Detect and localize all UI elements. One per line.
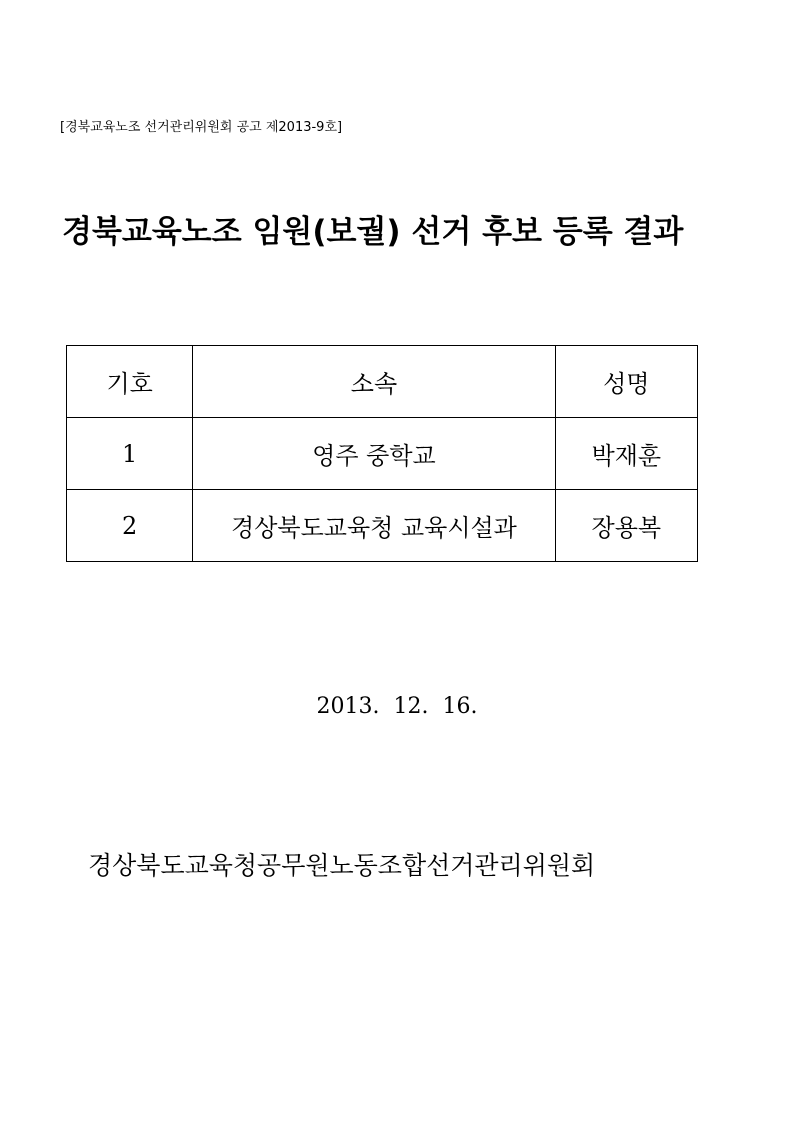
cell-affiliation: 경상북도교육청 교육시설과	[193, 490, 555, 562]
table-header-row	[67, 346, 698, 418]
cell-name: 장용복	[555, 490, 697, 562]
notice-number: [경북교육노조 선거관리위원회 공고 제2013-9호]	[60, 120, 343, 135]
table-row	[67, 418, 698, 490]
candidate-table	[66, 345, 698, 562]
cell-symbol: 1	[67, 418, 193, 490]
document-title: 경북교육노조 임원(보궐) 선거 후보 등록 결과	[62, 214, 684, 250]
cell-name: 박재훈	[555, 418, 697, 490]
table-row	[67, 490, 698, 562]
header-symbol: 기호	[67, 346, 193, 418]
header-affiliation: 소속	[193, 346, 555, 418]
cell-symbol: 2	[67, 490, 193, 562]
header-name: 성명	[555, 346, 697, 418]
issuer-name: 경상북도교육청공무원노동조합선거관리위원회	[88, 851, 596, 880]
cell-affiliation: 영주 중학교	[193, 418, 555, 490]
document-date: 2013. 12. 16.	[316, 694, 478, 719]
